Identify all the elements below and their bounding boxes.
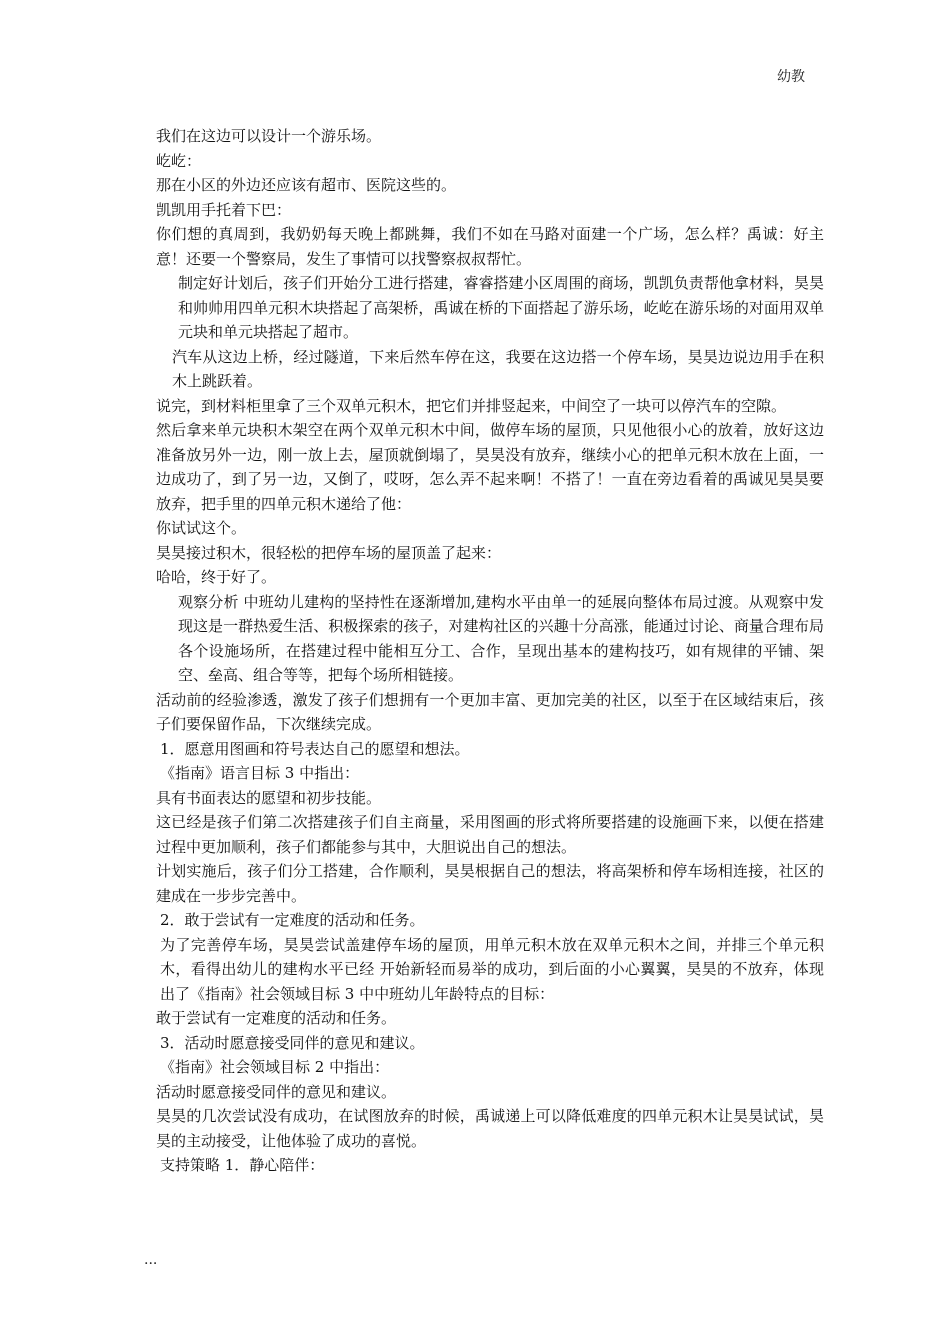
- paragraph: 哈哈，终于好了。: [156, 568, 277, 586]
- paragraph: 为了完善停车场，昊昊尝试盖建停车场的屋顶，用单元积木放在双单元积木之间，并排三个单元积木，看得出幼儿的建构水平已经 开始新轻而易举的成功，到后面的小心翼翼，昊昊的不放弃，体现出了《指南》社会领域目标 3 中中班幼儿年龄特点的目标：: [160, 935, 824, 1003]
- paragraph: 观察分析 中班幼儿建构的坚持性在逐渐增加,建构水平由单一的延展向整体布局过渡。从观察中发现这是一群热爱生活、积极探索的孩子，对建构社区的兴趣十分高涨，能通过讨论、商量合理布局各个设施场所，在搭建过程中能相互分工、合作，呈现出基本的建构技巧，如有规律的平铺、架空、垒高、组合等等，把每个场所相链接。: [178, 592, 824, 684]
- paragraph: 活动时愿意接受同伴的意见和建议。: [156, 1082, 397, 1101]
- paragraph: 那在小区的外边还应该有超市、医院这些的。: [156, 176, 457, 194]
- paragraph: 支持策略 1．静心陪伴：: [160, 1156, 325, 1174]
- paragraph: 1．愿意用图画和符号表达自己的愿望和想法。: [160, 739, 470, 758]
- paragraph: 具有书面表达的愿望和初步技能。: [156, 788, 382, 807]
- page-footer-ellipsis: ...: [144, 1252, 158, 1268]
- paragraph: 屹屹：: [156, 151, 202, 170]
- paragraph: 说完，到材料柜里拿了三个双单元积木，把它们并排竖起来，中间空了一块可以停汽车的空隙。: [156, 396, 787, 415]
- paragraph: 敢于尝试有一定难度的活动和任务。: [156, 1009, 397, 1027]
- paragraph: 《指南》语言目标 3 中指出：: [160, 764, 360, 782]
- paragraph: 汽车从这边上桥，经过隧道，下来后然车停在这，我要在这边搭一个停车场，昊昊边说边用手在积木上跳跃着。: [172, 347, 824, 390]
- paragraph: 这已经是孩子们第二次搭建孩子们自主商量，采用图画的形式将所要搭建的设施画下来，以便在搭建过程中更加顺利，孩子们都能参与其中，大胆说出自己的想法。: [156, 813, 824, 856]
- paragraph: 凯凯用手托着下巴：: [156, 200, 292, 219]
- page-header: 幼教: [777, 69, 805, 85]
- paragraph: 你们想的真周到，我奶奶每天晚上都跳舞，我们不如在马路对面建一个广场，怎么样？禹诚：好主意！还要一个警察局，发生了事情可以找警察叔叔帮忙。: [156, 225, 824, 268]
- paragraph: 2．敢于尝试有一定难度的活动和任务。: [160, 911, 425, 929]
- paragraph: 你试试这个。: [156, 519, 247, 537]
- paragraph: 我们在这边可以设计一个游乐场。: [156, 127, 382, 145]
- paragraph: 《指南》社会领域目标 2 中指出：: [160, 1058, 390, 1076]
- document-body: [144, 124, 824, 1178]
- paragraph: 然后拿来单元块积木架空在两个双单元积木中间，做停车场的屋顶，只见他很小心的放着，放好这边准备放另外一边，刚一放上去，屋顶就倒塌了，昊昊没有放弃，继续小心的把单元积木放在上面，一边成功了，到了另一边，又倒了，哎呀，怎么弄不起来啊！不搭了！一直在旁边看着的禹诚见昊昊要放弃，把手里的四单元积木递给了他：: [156, 421, 824, 513]
- paragraph: 制定好计划后，孩子们开始分工进行搭建，睿睿搭建小区周围的商场，凯凯负责帮他拿材料，昊昊和帅帅用四单元积木块搭起了高架桥，禹诚在桥的下面搭起了游乐场，屹屹在游乐场的对面用双单元块和单元块搭起了超市。: [178, 274, 824, 341]
- paragraph: 昊昊的几次尝试没有成功，在试图放弃的时候，禹诚递上可以降低难度的四单元积木让昊昊试试，昊昊的主动接受，让他体验了成功的喜悦。: [156, 1107, 824, 1150]
- paragraph: 活动前的经验渗透，激发了孩子们想拥有一个更加丰富、更加完美的社区，以至于在区域结束后，孩子们要保留作品，下次继续完成。: [156, 690, 824, 733]
- paragraph: 昊昊接过积木，很轻松的把停车场的屋顶盖了起来：: [156, 543, 502, 562]
- paragraph: 3．活动时愿意接受同伴的意见和建议。: [160, 1033, 425, 1052]
- paragraph: 计划实施后，孩子们分工搭建，合作顺利，昊昊根据自己的想法，将高架桥和停车场相连接，社区的建成在一步步完善中。: [156, 862, 824, 905]
